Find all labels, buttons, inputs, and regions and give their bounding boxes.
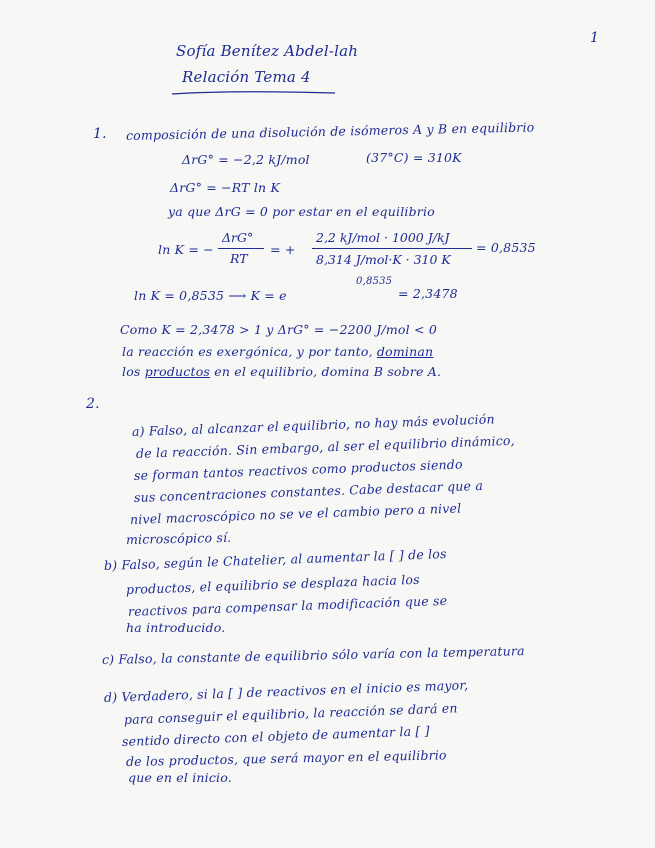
q2-a-line: a) Falso, al alcanzar el equilibrio, no hay más evolución <box>131 411 495 439</box>
q2-d-line: d) Verdadero, si la [ ] de reactivos en el inicio es mayor, <box>103 677 469 705</box>
q2-b-line: productos, el equilibrio se desplaza hacia los <box>125 571 420 597</box>
q2-b-line: reactivos para compensar la modificación que se <box>127 592 448 619</box>
q2-number: 2. <box>86 396 100 412</box>
q2-b-line: b) Falso, según le Chatelier, al aumentar la [ ] de los <box>103 546 447 573</box>
q1-temperature: (37°C) = 310K <box>366 150 462 165</box>
q2-d-line: de los productos, que será mayor en el equilibrio <box>125 747 447 769</box>
q2-a-line: de la reacción. Sin embargo, al ser el equilibrio dinámico, <box>135 432 516 461</box>
q1-conclusion-2 <box>122 344 433 359</box>
q2-a-line: sus concentraciones constantes. Cabe destacar que a <box>133 477 484 505</box>
q2-a-line: se forman tantos reactivos como productos siendo <box>133 456 463 483</box>
q1-number: 1. <box>93 126 107 142</box>
q1-frac1-bar <box>218 248 264 249</box>
q1-conclusion-1: Como K = 2,3478 > 1 y ΔrG° = −2200 J/mol < 0 <box>120 322 438 337</box>
q1-conclusion-3: los productos en el equilibrio, domina B sobre A. <box>122 364 442 379</box>
document-title: Relación Tema 4 <box>182 68 311 86</box>
q1-lnk-lhs: ln K = − <box>158 242 214 257</box>
q1-frac2-bar <box>312 248 472 249</box>
q1-lnk-result: = 0,8535 <box>476 240 536 255</box>
q1-gibbs-formula: ΔrG° = −RT ln K <box>170 180 280 195</box>
page-number: 1 <box>590 30 600 46</box>
q1-gibbs-value: ΔrG° = −2,2 kJ/mol <box>182 152 310 167</box>
q2-a-line: microscópico sí. <box>125 529 232 547</box>
q1-k-result: = 2,3478 <box>398 286 458 301</box>
q1-statement: composición de una disolución de isómeros A y B en equilibrio <box>125 119 535 143</box>
q1-k-exponent: 0,8535 <box>356 276 393 287</box>
q2-d-line: para conseguir el equilibrio, la reacción se dará en <box>123 700 458 727</box>
q1-conclusion-2a: la reacción es exergónica, y por tanto, <box>122 344 377 359</box>
q1-frac2-num: 2,2 kJ/mol · 1000 J/kJ <box>316 230 450 245</box>
q1-lnk-equals: = + <box>270 242 296 257</box>
q1-k-derivation: ln K = 0,8535 ⟶ K = e <box>134 288 287 303</box>
q2-a-line: nivel macroscópico no se ve el cambio pero a nivel <box>129 500 462 527</box>
q1-equilibrium-note: ya que ΔrG = 0 por estar en el equilibrio <box>168 204 435 219</box>
q2-d-line: que en el inicio. <box>128 770 232 785</box>
q1-frac2-den: 8,314 J/mol·K · 310 K <box>316 252 451 267</box>
q1-frac1-den: RT <box>230 251 248 266</box>
q2-b-line: ha introducido. <box>126 620 226 635</box>
title-underline <box>170 88 340 98</box>
q1-frac1-num: ΔrG° <box>222 230 254 245</box>
q1-dominan: dominan <box>376 344 434 359</box>
q1-productos: productos <box>144 364 211 379</box>
q2-d-line: sentido directo con el objeto de aumentar la [ ] <box>121 723 430 749</box>
author-name: Sofía Benítez Abdel-lah <box>176 42 359 60</box>
q2-c-line: c) Falso, la constante de equilibrio sólo varía con la temperatura <box>101 643 525 667</box>
